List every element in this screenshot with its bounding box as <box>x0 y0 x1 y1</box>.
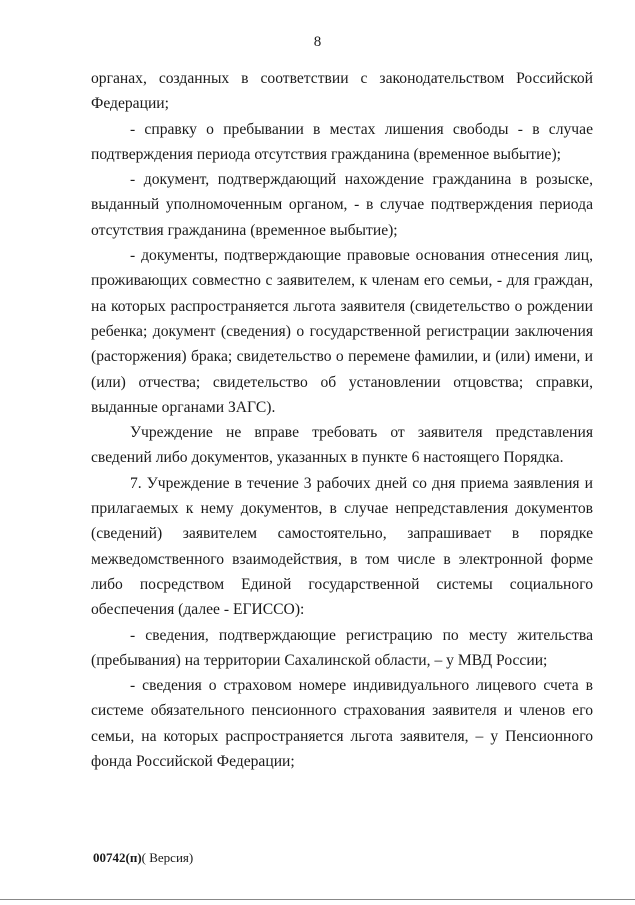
paragraph-wanted-document: - документ, подтверждающий нахождение гражданина в розыске, выданный уполномоченным органом, - в случае подтверждения периода отсутствия гражданина (временное выбытие); <box>91 171 593 239</box>
paragraph-continuation: органах, созданных в соответствии с законодательством Российской Федерации; <box>91 70 593 113</box>
doc-code: 00742(п) <box>93 850 142 865</box>
paragraph-institution-restriction: Учреждение не вправе требовать от заявителя представления сведений либо документов, указанных в пункте 6 настоящего Порядка. <box>91 424 593 467</box>
paragraph-item-7: 7. Учреждение в течение 3 рабочих дней со дня приема заявления и прилагаемых к нему документов, в случае непредставления документов (сведений) заявителем самостоятельно, запрашивает в порядке межведомственного взаимодействия, в том числе в электронной форме либо посредством Единой государственной системы социального обеспечения (далее - ЕГИССО): <box>91 474 593 619</box>
paragraph-registration-info: - сведения, подтверждающие регистрацию по месту жительства (пребывания) на территории Сахалинской области, – у МВД России; <box>91 626 593 669</box>
footer <box>93 850 193 866</box>
bottom-divider <box>0 899 635 900</box>
paragraph-family-documents: - документы, подтверждающие правовые основания отнесения лиц, проживающих совместно с заявителем, к членам его семьи, - для граждан, на которых распространяется льгота заявителя (свидетельство о рождении ребенка; документ (сведения) о государственной регистрации заключения (расторжения) брака; свидетельство о перемене фамилии, и (или) имени, и (или) отчества; свидетельство об установлении отцовства; справки, выданные органами ЗАГС). <box>91 247 593 416</box>
paragraph-pension-info: - сведения о страховом номере индивидуального лицевого счета в системе обязательного пенсионного страхования заявителя и членов его семьи, на которых распространяется льгота заявителя, – у Пенсионного фонда Российской Федерации; <box>91 677 593 771</box>
paragraph-prison-certificate: - справку о пребывании в местах лишения свободы - в случае подтверждения периода отсутствия гражданина (временное выбытие); <box>91 120 593 163</box>
document-body <box>91 66 593 774</box>
doc-version: ( Версия) <box>141 850 194 865</box>
page-number: 8 <box>313 34 322 50</box>
